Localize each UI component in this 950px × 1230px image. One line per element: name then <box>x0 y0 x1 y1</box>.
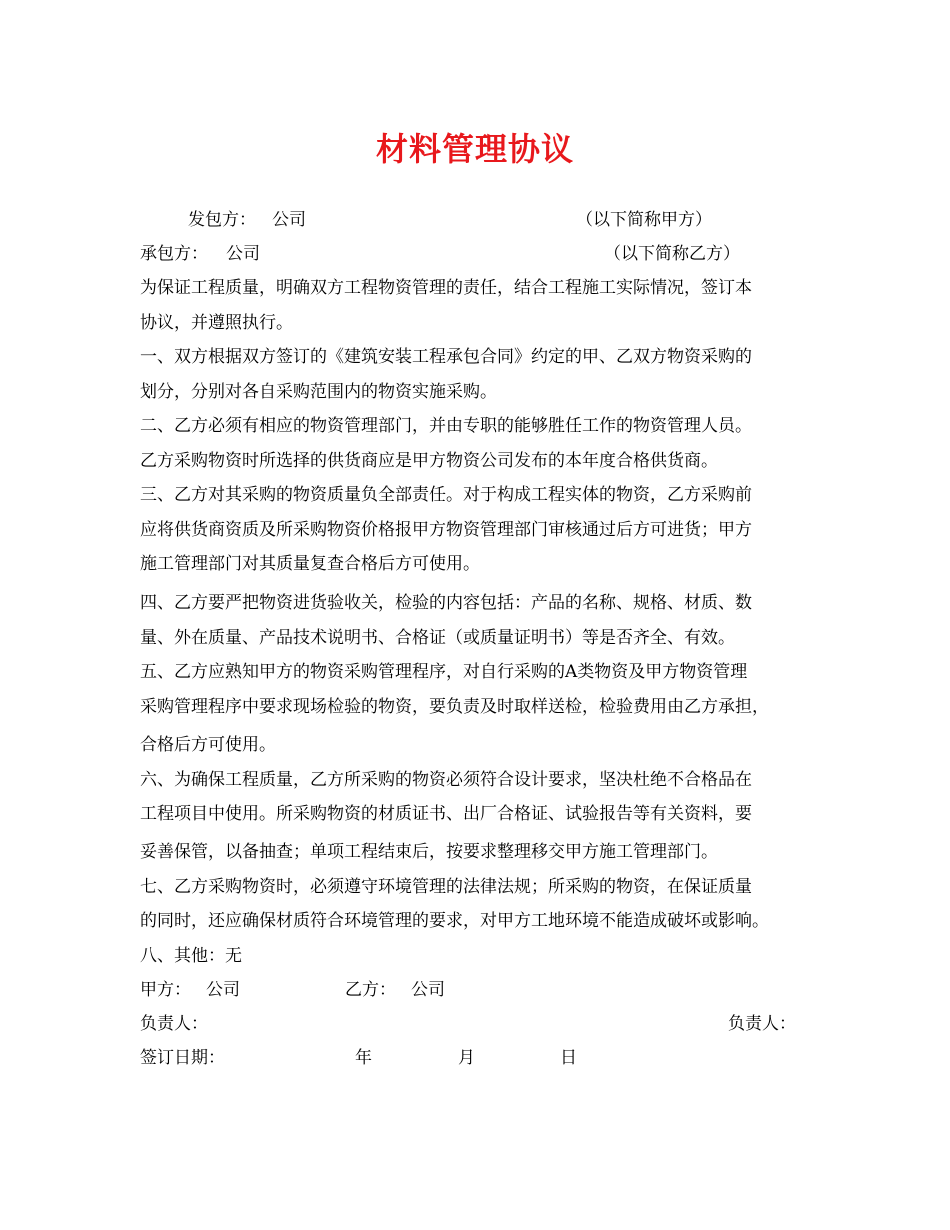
sign-date-year: 年 <box>355 1048 372 1068</box>
body-line: 协议，并遵照执行。 <box>140 313 293 333</box>
body-line: 合格后方可使用。 <box>140 735 276 755</box>
party-b-company: 公司 <box>226 244 260 264</box>
sign-date-day: 日 <box>560 1048 577 1068</box>
document-title: 材料管理协议 <box>375 130 574 168</box>
sign-date-label: 签订日期： <box>140 1048 225 1068</box>
body-line: 为保证工程质量，明确双方工程物资管理的责任，结合工程施工实际情况，签订本 <box>140 278 752 298</box>
sign-party-b-company: 公司 <box>411 980 445 1000</box>
responsible-left: 负责人： <box>140 1014 208 1034</box>
body-line: 的同时，还应确保材质符合环境管理的要求，对甲方工地环境不能造成破坏或影响。 <box>140 911 769 931</box>
body-line: 妥善保管，以备抽查；单项工程结束后，按要求整理移交甲方施工管理部门。 <box>140 842 718 862</box>
body-line: 量、外在质量、产品技术说明书、合格证（或质量证明书）等是否齐全、有效。 <box>140 628 735 648</box>
party-b-alias: （以下简称乙方） <box>604 244 740 264</box>
body-line: 划分，分别对各自采购范围内的物资实施采购。 <box>140 382 497 402</box>
party-a-alias: （以下简称甲方） <box>576 210 712 230</box>
body-line: 六、为确保工程质量，乙方所采购的物资必须符合设计要求，坚决杜绝不合格品在 <box>140 770 752 790</box>
sign-party-a-label: 甲方： <box>140 980 191 1000</box>
responsible-right: 负责人： <box>728 1014 796 1034</box>
sign-party-b-label: 乙方： <box>345 980 396 1000</box>
body-line: 施工管理部门对其质量复查合格后方可使用。 <box>140 554 480 574</box>
party-a-company: 公司 <box>272 210 306 230</box>
party-b-label: 承包方： <box>140 244 208 264</box>
body-line: 一、双方根据双方签订的《建筑安装工程承包合同》约定的甲、乙双方物资采购的 <box>140 347 752 367</box>
body-line: 工程项目中使用。所采购物资的材质证书、出厂合格证、试验报告等有关资料，要 <box>140 804 752 824</box>
body-line: 乙方采购物资时所选择的供货商应是甲方物资公司发布的本年度合格供货商。 <box>140 451 718 471</box>
body-line: 二、乙方必须有相应的物资管理部门，并由专职的能够胜任工作的物资管理人员。 <box>140 416 752 436</box>
body-line: 采购管理程序中要求现场检验的物资，要负责及时取样送检，检验费用由乙方承担， <box>140 697 769 717</box>
body-line: 七、乙方采购物资时，必须遵守环境管理的法律法规；所采购的物资，在保证质量 <box>140 877 752 897</box>
body-line: 四、乙方要严把物资进货验收关，检验的内容包括：产品的名称、规格、材质、数 <box>140 593 752 613</box>
body-line: 八、其他：无 <box>140 946 242 966</box>
sign-party-a-company: 公司 <box>206 980 240 1000</box>
body-line: 五、乙方应熟知甲方的物资采购管理程序，对自行采购的A类物资及甲方物资管理 <box>140 662 748 682</box>
party-a-label: 发包方： <box>188 210 256 230</box>
body-line: 三、乙方对其采购的物资质量负全部责任。对于构成工程实体的物资，乙方采购前 <box>140 485 752 505</box>
body-line: 应将供货商资质及所采购物资价格报甲方物资管理部门审核通过后方可进货；甲方 <box>140 520 752 540</box>
sign-date-month: 月 <box>458 1048 475 1068</box>
